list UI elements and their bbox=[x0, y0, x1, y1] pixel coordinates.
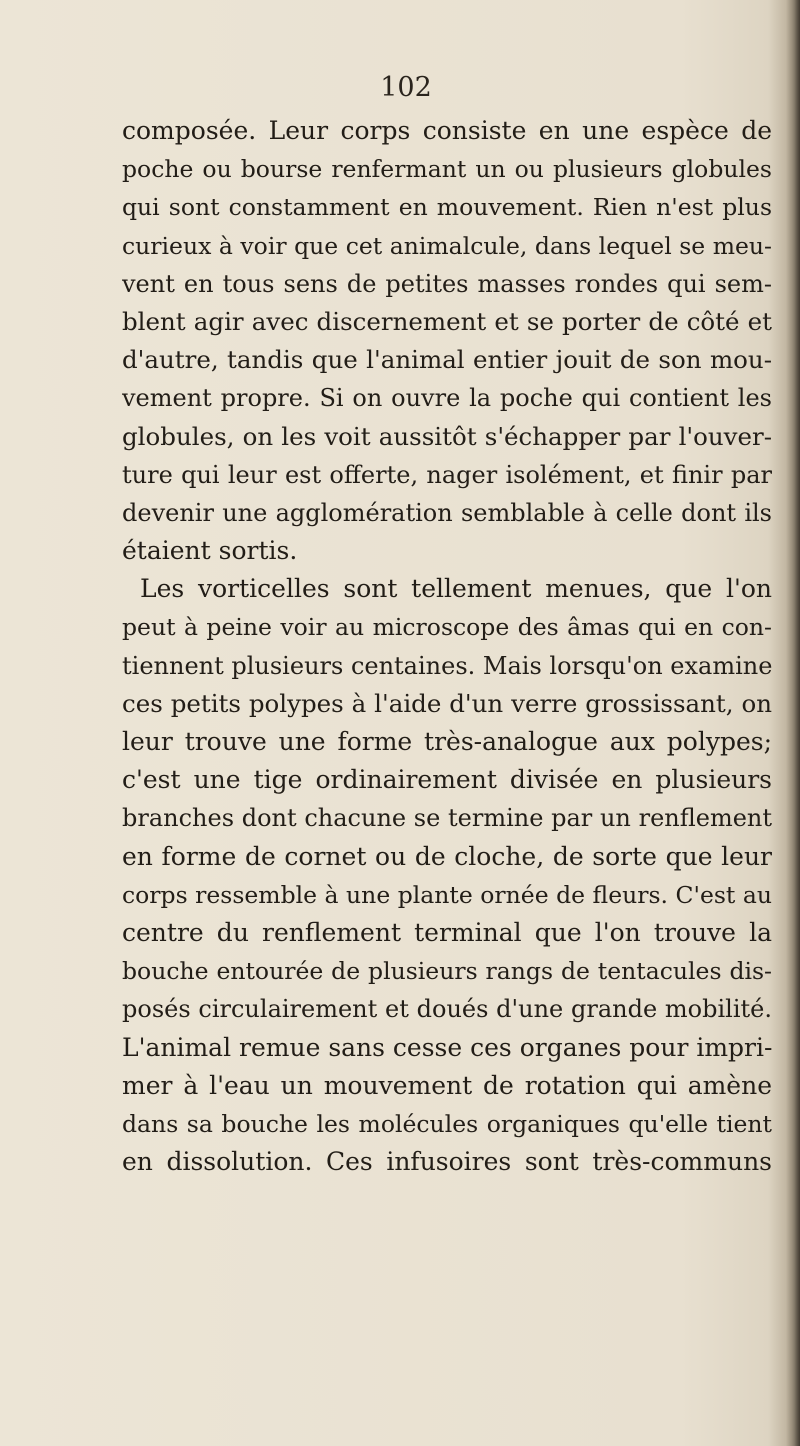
text-line: vement propre. Si on ouvre la poche qui contient les bbox=[122, 384, 772, 413]
page-edge-shadow bbox=[786, 0, 800, 1446]
text-line: peut à peine voir au microscope des âmas qui en con- bbox=[122, 613, 772, 642]
text-line: blent agir avec discernement et se porter de côté et bbox=[122, 306, 772, 336]
text-line: branches dont chacune se termine par un renflement bbox=[122, 804, 772, 833]
text-line: L'animal remue sans cesse ces organes pour impri- bbox=[122, 1032, 772, 1062]
text-line: poche ou bourse renfermant un ou plusieurs globules bbox=[122, 155, 772, 184]
text-line: en dissolution. Ces infusoires sont très-communs bbox=[122, 1147, 772, 1177]
text-line: curieux à voir que cet animalcule, dans lequel se meu- bbox=[122, 231, 772, 260]
text-line: posés circulairement et doués d'une grande mobilité. bbox=[122, 995, 772, 1024]
text-line: en forme de cornet ou de cloche, de sorte que leur bbox=[122, 841, 772, 871]
text-line: corps ressemble à une plante ornée de fleurs. C'est au bbox=[122, 880, 772, 909]
text-line: mer à l'eau un mouvement de rotation qui amène bbox=[122, 1070, 772, 1100]
text-line: étaient sortis. bbox=[122, 536, 298, 566]
text-line: globules, on les voit aussitôt s'échapper par l'ouver- bbox=[122, 421, 772, 451]
text-line: ces petits polypes à l'aide d'un verre grossissant, on bbox=[122, 688, 772, 718]
text-line: d'autre, tandis que l'animal entier jouit de son mou- bbox=[122, 345, 772, 375]
page-number: 102 bbox=[380, 72, 432, 103]
text-line: vent en tous sens de petites masses rondes qui sem- bbox=[122, 269, 772, 298]
text-line: bouche entourée de plusieurs rangs de tentacules dis- bbox=[122, 957, 772, 986]
text-line: dans sa bouche les molécules organiques qu'elle tient bbox=[122, 1109, 772, 1138]
text-line: devenir une agglomération semblable à celle dont ils bbox=[122, 498, 772, 527]
text-line: c'est une tige ordinairement divisée en plusieurs bbox=[122, 765, 772, 795]
text-line: leur trouve une forme très-analogue aux polypes; bbox=[122, 727, 772, 756]
text-line: Les vorticelles sont tellement menues, que l'on bbox=[140, 574, 772, 604]
text-line: qui sont constamment en mouvement. Rien n'est plus bbox=[122, 193, 772, 222]
body-text bbox=[122, 112, 772, 1181]
text-line: tiennent plusieurs centaines. Mais lorsqu'on examine bbox=[122, 651, 772, 680]
text-line: centre du renflement terminal que l'on trouve la bbox=[122, 917, 772, 947]
text-line: ture qui leur est offerte, nager isolément, et finir par bbox=[122, 460, 772, 489]
text-line: composée. Leur corps consiste en une espèce de bbox=[122, 116, 772, 145]
